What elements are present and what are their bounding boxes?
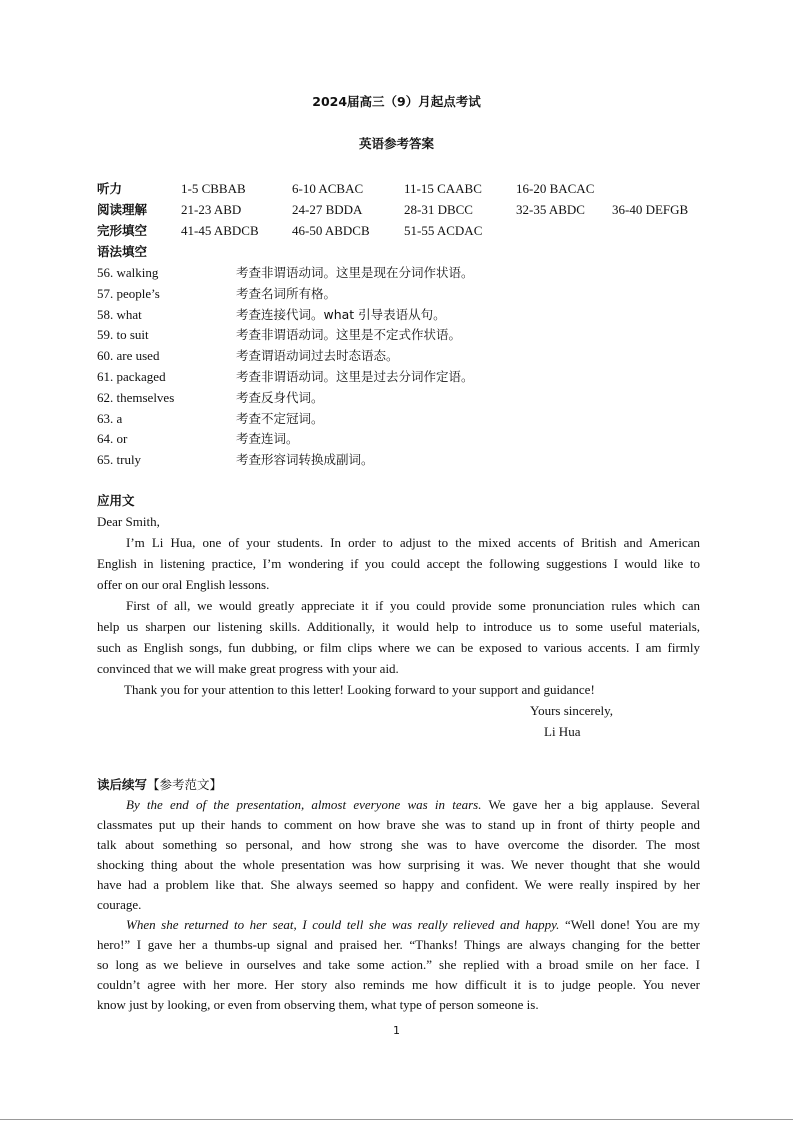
answer-section-label: 完形填空 [97,223,148,238]
grammar-note: 考查非谓语动词。这里是不定式作状语。 [236,327,462,343]
answer-section-label: 听力 [97,181,123,196]
continuation-line: know just by looking, or even from observing them, what type of person someone is. [97,997,539,1012]
letter-salutation: Dear Smith, [97,514,160,529]
grammar-row [97,366,697,387]
grammar-note: 考查不定冠词。 [236,410,324,426]
answer-group: 36-40 DEFGB [612,202,689,217]
answer-group: 21-23 ABD [181,202,242,217]
page-bottom-divider [0,1119,793,1120]
grammar-note: 考查连词。 [236,431,299,447]
grammar-row [97,324,697,345]
answer-group: 28-31 DBCC [404,202,473,217]
grammar-note: 考查非谓语动词。这里是现在分词作状语。 [236,265,474,280]
grammar-note: 考查名词所有格。 [236,285,337,301]
grammar-row [97,449,697,470]
letter-line: convinced that we will make great progress with your aid. [97,661,399,676]
letter-line: offer on our oral English lessons. [97,577,270,592]
grammar-answer: 59. to suit [97,327,149,343]
continuation-heading [97,774,222,795]
grammar-row [97,262,697,283]
continuation-line [97,795,700,815]
answer-group: 6-10 ACBAC [292,181,364,196]
grammar-note: 考查形容词转换成副词。 [236,452,374,468]
continuation-line: shocking thing about the whole presentation was how surprising it was. We never thought that she would [97,857,700,872]
grammar-answer: 64. or [97,431,128,447]
letter-line: I’m Li Hua, one of your students. In order to adjust to the mixed accents of British and American [126,535,700,550]
page-number: 1 [393,1024,400,1037]
grammar-answer: 61. packaged [97,369,166,384]
answer-section-label: 阅读理解 [97,202,148,217]
answer-row [97,178,717,199]
continuation-line: courage. [97,897,142,912]
grammar-answer: 65. truly [97,452,142,468]
letter-line: English in listening practice, I’m wondering if you could accept the following suggestions I would like to [97,556,700,571]
grammar-row [97,428,697,449]
answer-group: 16-20 BACAC [516,181,595,196]
continuation-text: “Well done! You are my [559,917,700,932]
answer-group: 24-27 BDDA [292,202,363,217]
grammar-heading: 语法填空 [97,244,148,259]
answer-group: 11-15 CAABC [404,181,482,196]
grammar-row [97,408,697,429]
grammar-row [97,283,697,304]
continuation-opening-sentence: When she returned to her seat, I could tell she was really relieved and happy. [126,917,560,932]
grammar-row [97,304,697,325]
grammar-answer: 62. themselves [97,389,175,405]
grammar-answer: 60. are used [97,348,160,364]
continuation-text: We gave her a big applause. Several [481,797,700,812]
continuation-heading-tag: 【参考范文】 [147,777,223,792]
continuation-opening-sentence: By the end of the presentation, almost everyone was in tears. [126,797,482,812]
continuation-line [97,915,700,935]
grammar-note: 考查非谓语动词。这里是过去分词作定语。 [236,369,474,384]
letter-line: First of all, we would greatly appreciate it if you could provide some pronunciation rules which can [126,598,700,613]
answer-row [97,220,717,241]
letter-heading: 应用文 [97,493,135,508]
grammar-row [97,345,697,366]
answer-group: 32-35 ABDC [516,202,585,217]
letter-signature: Li Hua [544,724,581,739]
continuation-line: have had a problem like that. She always seemed so happy and confident. We were really inspired by her [97,877,700,892]
letter-closing: Yours sincerely, [530,703,614,718]
answer-group: 41-45 ABDCB [181,223,259,238]
letter-p3: Thank you for your attention to this letter! Looking forward to your support and guidance! [124,682,595,697]
continuation-line: so long as we believe in ourselves and take some action.” she replied with a broad smile on her face. I [97,957,700,972]
page-title: 2024届高三（9）月起点考试 [312,94,481,109]
continuation-line: couldn’t agree with her more. Her story also reminds me how difficult it is to judge people. You never [97,977,700,992]
continuation-heading-text: 读后续写 [97,777,148,792]
answer-group: 51-55 ACDAC [404,223,483,238]
grammar-note: 考查反身代词。 [236,389,324,405]
grammar-answer: 63. a [97,410,123,426]
answer-group: 1-5 CBBAB [181,181,246,196]
letter-line: such as English songs, fun dubbing, or film clips where we can be exposed to various accents. I am firmly [97,640,700,655]
continuation-line: classmates put up their hands to comment on how brave she was to stand up in front of thirty people and [97,817,700,832]
grammar-answer: 56. walking [97,265,159,280]
answer-row [97,199,717,220]
continuation-line: talk about something so personal, and how strong she was to have overcome the disorder. The most [97,837,700,852]
grammar-note: 考查谓语动词过去时态语态。 [236,348,399,364]
continuation-line: hero!” I gave her a thumbs-up signal and praised her. “Thanks! Things are always changing for the better [97,937,700,952]
answer-group: 46-50 ABDCB [292,223,370,238]
grammar-answer: 57. people’s [97,285,160,301]
grammar-answer: 58. what [97,306,142,322]
letter-line: help us sharpen our listening skills. Additionally, it would help to introduce us to some useful materials, [97,619,700,634]
grammar-note: 考查连接代词。what 引导表语从句。 [236,306,446,322]
grammar-row [97,387,697,408]
page-subtitle: 英语参考答案 [358,136,434,151]
